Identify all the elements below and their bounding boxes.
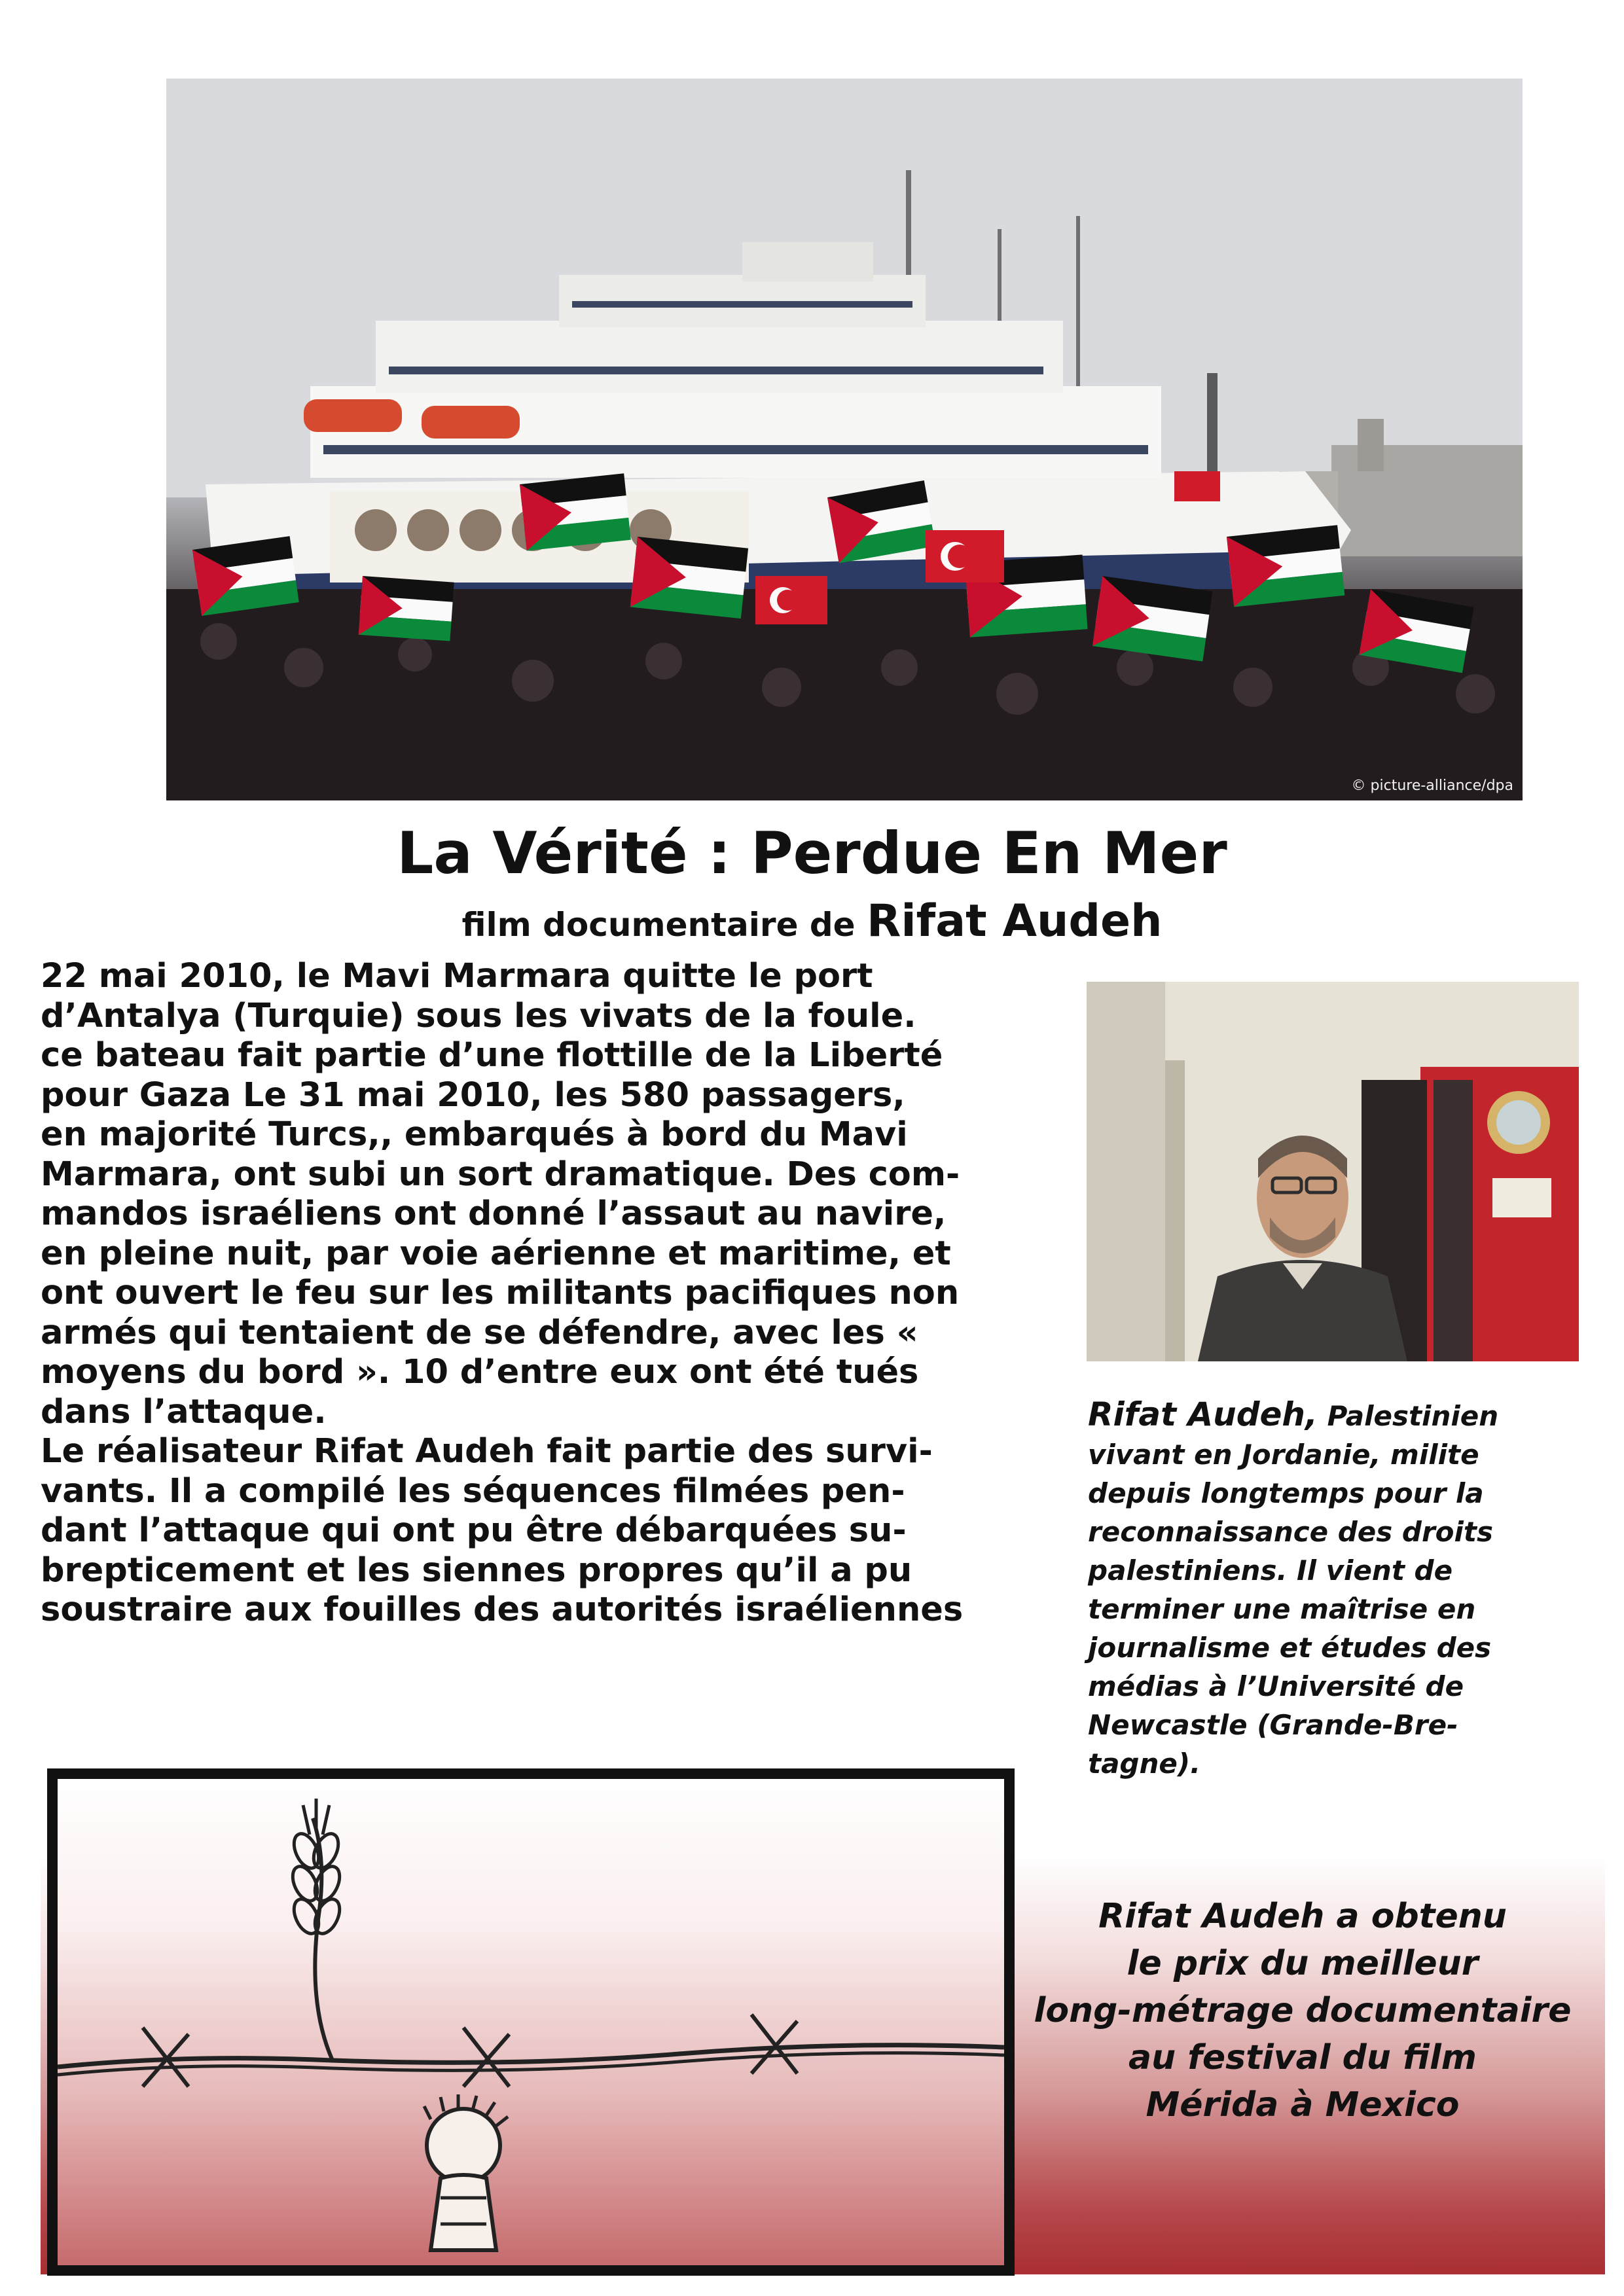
hero-photo-ship-crowd	[166, 79, 1523, 800]
body-line: ont ouvert le feu sur les militants pacifiques non	[41, 1274, 960, 1312]
subtitle-prefix: film documentaire de	[461, 906, 867, 944]
body-line: moyens du bord ». 10 d’entre eux ont été tués	[41, 1353, 919, 1391]
body-line: brepticement et les siennes propres qu’il a pu	[41, 1551, 912, 1590]
page-title: La Vérité : Perdue En Mer	[397, 819, 1227, 887]
bio-first-line: Palestinien	[1318, 1400, 1499, 1432]
body-line: dans l’attaque.	[41, 1392, 327, 1431]
bio-name: Rifat Audeh,	[1088, 1395, 1318, 1433]
subtitle	[0, 895, 1624, 947]
award-note	[1008, 1893, 1597, 2128]
award-line: le prix du meilleur	[1127, 1944, 1479, 1983]
photo-credit: © picture-alliance/dpa	[1351, 778, 1513, 794]
body-line: Le réalisateur Rifat Audeh fait partie des survi-	[41, 1432, 933, 1471]
bio-line: médias à l’Université de	[1088, 1670, 1464, 1702]
body-line: pour Gaza Le 31 mai 2010, les 580 passagers,	[41, 1075, 905, 1115]
bio-line: reconnaissance des droits	[1088, 1516, 1494, 1548]
director-name: Rifat Audeh	[867, 895, 1163, 947]
body-line: vants. Il a compilé les séquences filmées pen-	[41, 1471, 905, 1511]
director-portrait-photo	[1087, 982, 1579, 1361]
director-bio	[1088, 1395, 1605, 1783]
bio-line: palestiniens. Il vient de	[1088, 1554, 1453, 1587]
award-line: Mérida à Mexico	[1146, 2085, 1460, 2125]
award-line: Rifat Audeh a obtenu	[1098, 1897, 1507, 1936]
barbed-wire-wheat-illustration	[58, 1779, 1004, 2265]
body-line: ce bateau fait partie d’une flottille de la Liberté	[41, 1036, 943, 1075]
body-line: dant l’attaque qui ont pu être débarquées su-	[41, 1511, 907, 1550]
body-line: mandos israéliens ont donné l’assaut au navire,	[41, 1194, 947, 1233]
award-line: au festival du film	[1128, 2038, 1477, 2077]
body-line: soustraire aux fouilles des autorités israéliennes	[41, 1590, 964, 1629]
bio-line: journalisme et études des	[1088, 1632, 1492, 1664]
bio-line: tagne).	[1088, 1748, 1201, 1780]
handala-figure	[424, 2094, 508, 2250]
article-body	[41, 957, 1062, 1630]
bio-line: depuis longtemps pour la	[1088, 1477, 1484, 1509]
body-line: armés qui tentaient de se défendre, avec les «	[41, 1313, 918, 1352]
handala-cartoon	[47, 1768, 1015, 2276]
body-line: Marmara, ont subi un sort dramatique. Des com-	[41, 1155, 960, 1194]
body-line: d’Antalya (Turquie) sous les vivats de la foule.	[41, 996, 916, 1035]
body-line: en pleine nuit, par voie aérienne et maritime, et	[41, 1234, 951, 1273]
body-line: 22 mai 2010, le Mavi Marmara quitte le port	[41, 957, 873, 996]
ship-illustration	[166, 79, 1523, 800]
body-line: en majorité Turcs,, embarqués à bord du Mavi	[41, 1115, 908, 1154]
bio-line	[1088, 1395, 1605, 1435]
portrait-illustration	[1087, 982, 1579, 1361]
bio-line: vivant en Jordanie, milite	[1088, 1439, 1479, 1471]
bio-line: terminer une maîtrise en	[1088, 1593, 1476, 1625]
bio-line: Newcastle (Grande-Bre-	[1088, 1709, 1458, 1741]
award-line: long-métrage documentaire	[1034, 1991, 1572, 2030]
